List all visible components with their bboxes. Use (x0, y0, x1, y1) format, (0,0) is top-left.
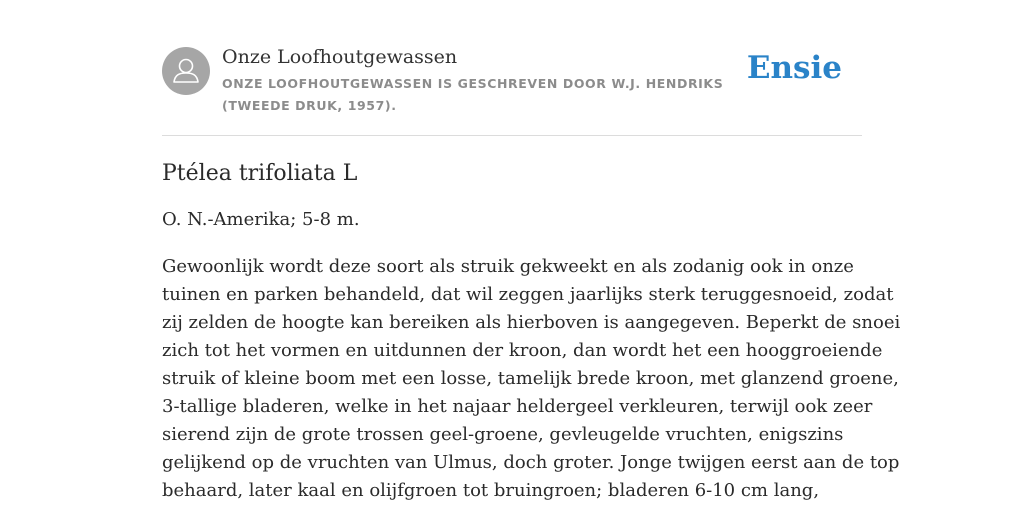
body-line: gelijkend op de vruchten van Ulmus, doch groter. Jonge twijgen eerst aan de top (162, 452, 900, 473)
body-line: struik of kleine boom met een losse, tamelijk brede kroon, met glanzend groene, (162, 368, 899, 389)
body-line: sierend zijn de grote trossen geel-groene, gevleugelde vruchten, enigszins (162, 424, 844, 445)
source-header (162, 44, 862, 136)
body-line: tuinen en parken behandeld, dat wil zeggen jaarlijks sterk teruggesnoeid, zodat (162, 284, 894, 305)
brand-logo[interactable]: Ensie (746, 50, 842, 86)
body-line: behaard, later kaal en olijfgroen tot bruingroen; bladeren 6-10 cm lang, (162, 480, 820, 501)
entry-meta: O. N.-Amerika; 5-8 m. (162, 209, 360, 230)
source-description: ONZE LOOFHOUTGEWASSEN IS GESCHREVEN DOOR W.J. HENDRIKS (TWEEDE DRUK, 1957). (222, 76, 724, 113)
body-line: zich tot het vormen en uitdunnen der kroon, dan wordt het een hooggroeiende (162, 340, 883, 361)
avatar[interactable] (162, 47, 210, 95)
entry-content (162, 154, 901, 505)
body-line: 3-tallige bladeren, welke in het najaar heldergeel verkleuren, terwijl ook zeer (162, 396, 873, 417)
entry-title: Ptélea trifoliata L (162, 161, 358, 186)
entry-body (162, 253, 901, 505)
source-title[interactable]: Onze Loofhoutgewassen (222, 46, 458, 68)
body-line: Gewoonlijk wordt deze soort als struik gekweekt en als zodanig ook in onze (162, 256, 854, 277)
body-line: zij zelden de hoogte kan bereiken als hierboven is aangegeven. Beperkt de snoei (162, 312, 901, 333)
user-icon (162, 47, 210, 95)
